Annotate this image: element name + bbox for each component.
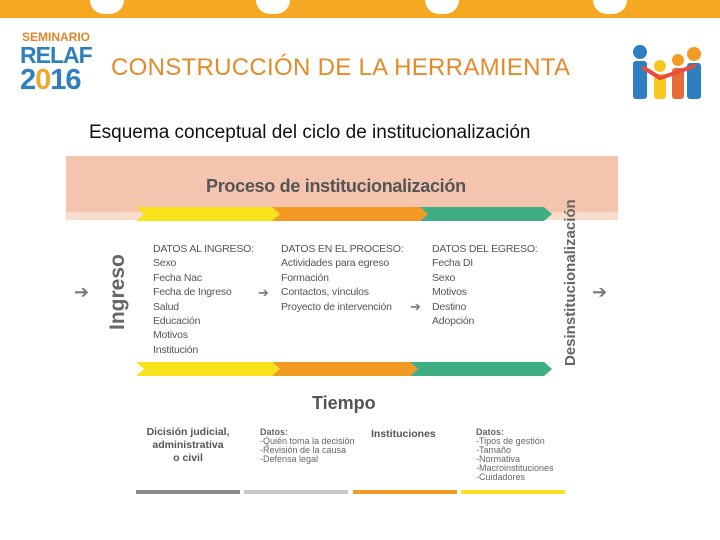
list-item: -Revisión de la causa: [260, 445, 347, 455]
diagram-subtitle: Esquema conceptual del ciclo de institucionalización: [89, 122, 531, 143]
list-item: Educación: [153, 315, 201, 328]
list-item: Destino: [432, 300, 467, 313]
logo-seminario: SEMINARIO: [22, 30, 91, 44]
strip-notch: [90, 0, 124, 14]
list-item: Actividades para egreso: [281, 257, 390, 270]
list-item: Fecha DI: [432, 257, 473, 270]
list-item: Contactos, vínculos: [281, 286, 369, 299]
list-item: -Cuidadores: [476, 472, 526, 482]
bottom-bar-orange: [353, 490, 457, 494]
arrow-right-icon: ➔: [74, 282, 90, 302]
datos-decision-block: [260, 428, 355, 464]
datos-egreso-column: [432, 242, 538, 328]
institutionalization-diagram: [66, 156, 618, 500]
top-band-green: [420, 207, 552, 221]
process-title: Proceso de institucionalización: [206, 176, 466, 196]
datos-proceso-column: [281, 242, 403, 314]
list-item: Fecha Nac: [153, 271, 202, 284]
list-item: -Normativa: [476, 454, 521, 464]
logo-relaf: RELAF: [20, 42, 92, 68]
strip-notch: [593, 0, 627, 14]
datos-instituciones-block: [476, 428, 554, 482]
list-item: Salud: [153, 300, 179, 313]
bottom-bar-light-gray: [244, 490, 348, 494]
decision-line: Dicisión judicial,: [146, 426, 230, 438]
top-band-yellow: [136, 207, 280, 221]
datos-ingreso-column: [153, 242, 254, 357]
bottom-band-orange: [272, 362, 418, 376]
arrow-right-icon: ➔: [410, 299, 421, 314]
arrow-right-icon: ➔: [592, 282, 608, 302]
instituciones-label: Instituciones: [371, 428, 436, 440]
arrow-right-icon: ➔: [258, 285, 269, 300]
logo-year-digit: 0: [35, 64, 51, 96]
strip-notch: [256, 0, 290, 14]
logo-year-digit: 2: [20, 64, 36, 96]
top-arrow-bands: [66, 206, 618, 222]
bottom-band-yellow: [136, 362, 280, 376]
list-item: Fecha de Ingreso: [153, 286, 232, 299]
bottom-bar-dark-gray: [136, 490, 240, 494]
list-item: -Tipos de gestión: [476, 436, 545, 446]
seminario-logo: [20, 30, 100, 100]
figures-logo-icon: [630, 44, 704, 102]
logo-year-digit: 16: [50, 64, 81, 96]
column-heading: DATOS EN EL PROCESO:: [281, 243, 404, 255]
top-band-orange: [272, 207, 428, 221]
list-item: Motivos: [432, 286, 467, 299]
column-heading: DATOS DEL EGRESO:: [432, 243, 538, 255]
list-item: -Quién toma la decisión: [260, 436, 355, 446]
list-item: Sexo: [153, 257, 177, 270]
list-item: Formación: [281, 271, 329, 284]
list-item: Institución: [153, 343, 199, 356]
strip-notch: [425, 0, 459, 14]
ingreso-label: Ingreso: [106, 254, 129, 330]
bottom-arrow-bands: [66, 361, 618, 377]
list-item: -Tamaño: [476, 445, 512, 455]
decision-label: [142, 426, 234, 465]
desinstitucionalizacion-label: Desinstitucionalización: [562, 199, 579, 366]
bottom-bar-yellow: [461, 490, 565, 494]
list-item: -Defensa legal: [260, 454, 319, 464]
column-heading: DATOS AL INGRESO:: [153, 243, 254, 255]
list-item: Adopción: [432, 315, 475, 328]
datos-heading: Datos:: [260, 427, 289, 437]
page-title: CONSTRUCCIÓN DE LA HERRAMIENTA: [111, 54, 571, 81]
list-item: Motivos: [153, 329, 188, 342]
list-item: Sexo: [432, 271, 456, 284]
bottom-band-green: [410, 362, 552, 376]
list-item: -Macroinstituciones: [476, 463, 554, 473]
decision-line: administrativa: [152, 439, 224, 451]
logo-year: [20, 64, 81, 97]
top-color-strip: [0, 0, 720, 18]
tiempo-label: Tiempo: [312, 393, 376, 413]
datos-heading: Datos:: [476, 427, 505, 437]
decision-line: o civil: [173, 452, 203, 464]
list-item: Proyecto de intervención: [281, 300, 392, 313]
